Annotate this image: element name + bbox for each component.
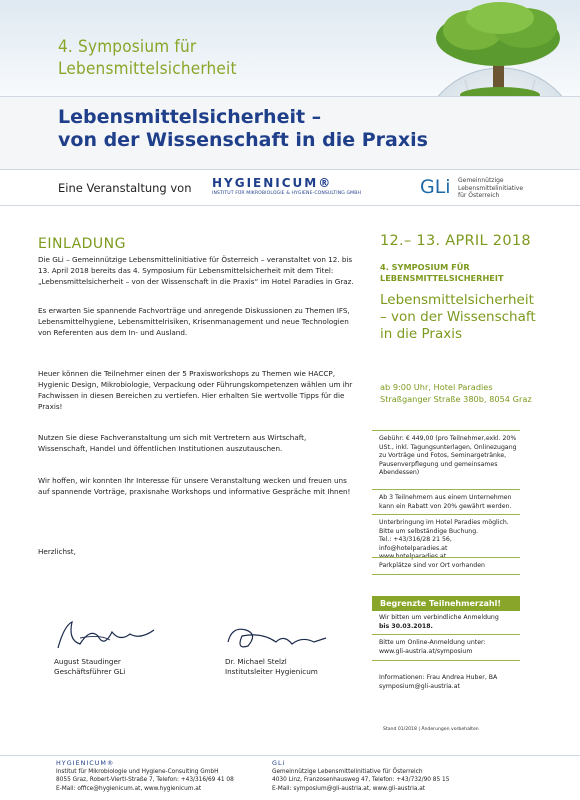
document-status: Stand 01/2018 | Änderungen vorbehalten	[383, 727, 479, 732]
footer-hygienicum-name: HYGIENICUM®	[56, 759, 115, 767]
main-title-line1: Lebensmittelsicherheit –	[58, 106, 322, 128]
signature-stelzl	[222, 620, 332, 654]
gli-logo-mark: GLi	[420, 176, 451, 198]
parking-info: Parkplätze sind vor Ort vorhanden	[379, 562, 485, 569]
greeting: Herzlichst,	[38, 547, 76, 556]
registration-line: Wir bitten um verbindliche Anmeldung	[379, 614, 499, 621]
fee-line: USt., inkl. Tagungsunterlagen, Onlinezugang	[379, 443, 517, 451]
letter-heading: EINLADUNG	[38, 236, 126, 252]
hygienicum-logo-subtitle: INSTITUT FÜR MIKROBIOLOGIE & HYGIENE-CONSULTING GMBH	[212, 191, 362, 196]
main-title-line2: von der Wissenschaft in die Praxis	[58, 129, 428, 151]
fee-line: zu Vorträge und Fotos, Seminargetränke,	[379, 452, 507, 460]
signature-block-2	[225, 657, 318, 677]
letter-paragraph-5: Wir hoffen, wir konnten Ihr Interesse für unsere Veranstaltung wecken und freuen uns auf spannende Vorträge, praxisnahe Workshops und informative Gespräche mit Ihnen!	[38, 476, 351, 496]
symposium-title	[58, 36, 237, 80]
discount-info	[372, 492, 520, 513]
footer-divider	[0, 755, 580, 756]
online-registration-label: Bitte um Online-Anmeldung unter:	[379, 639, 486, 646]
registration-line: bis 30.03.2018.	[379, 622, 433, 630]
hotel-line: Bitte um selbständige Buchung.	[379, 527, 479, 535]
footer-hygienicum-line3: E-Mail: office@hygienicum.at, www.hygienicum.at	[56, 785, 202, 792]
divider	[372, 557, 520, 558]
discount-line: Ab 3 Teilnehmern aus einem Unternehmen	[379, 494, 512, 501]
signer-2-role: Institutsleiter Hygienicum	[225, 667, 318, 676]
gli-logo-text-3: für Österreich	[458, 192, 500, 199]
hotel-line: Tel.: +43/316/28 21 56, info@hotelparadies.at	[379, 536, 452, 552]
letter-paragraph-3: Heuer können die Teilnehmer einen der 5 Praxisworkshops zu Themen wie HACCP, Hygienic Design, Mikrobiologie, Verpackung oder Führungskompetenzen wählen um ihr Fachwissen in diesen Bereichen zu vertiefen. Hier erhalten Sie wertvolle Tipps für die Praxis!	[38, 369, 353, 411]
letter-paragraph-4: Nutzen Sie diese Fachveranstaltung um sich mit Vertretern aus Wirtschaft, Wissenschaft, Handel und öffentlichen Institutionen auszutauschen.	[38, 433, 307, 453]
footer-hygienicum	[56, 759, 234, 793]
letter-paragraph-1: Die GLi – Gemeinnützige Lebensmittelinitiative für Österreich – veranstaltet von 12. bis 13. April 2018 bereits das 4. Symposium für Lebensmittelsicherheit mit dem Titel: „Lebensmittelsicherheit – von der Wissenschaft in die Praxis“ im Hotel Paradies in Graz.	[38, 255, 354, 286]
footer-gli	[272, 759, 449, 793]
organizer-label: Eine Veranstaltung von	[58, 181, 192, 195]
symposium-title-line1: 4. Symposium für	[58, 37, 197, 57]
event-location	[380, 381, 532, 405]
contact-email[interactable]: symposium@gli-austria.at	[379, 682, 460, 690]
symposium-title-line2: Lebensmittelsicherheit	[58, 59, 237, 79]
fee-line: Abendessen)	[379, 469, 420, 477]
fee-line: Gebühr: € 449,00 (pro Teilnehmer,exkl. 20%	[379, 435, 517, 442]
signer-1-role: Geschäftsführer GLi	[54, 667, 126, 676]
sidebar-title	[380, 292, 536, 343]
footer-gli-line2: 4030 Linz, Franzosenhausweg 47, Telefon: +43/732/90 85 15	[272, 777, 450, 784]
event-location-line2: Straßganger Straße 380b, 8054 Graz	[380, 394, 532, 404]
signer-1-name: August Staudinger	[54, 657, 121, 666]
gli-logo-text-2: Lebensmittelinitiative	[458, 184, 524, 192]
event-location-line1: ab 9:00 Uhr, Hotel Paradies	[380, 382, 493, 392]
gli-logo-text	[458, 177, 548, 200]
discount-line: kann ein Rabatt von 20% gewährt werden.	[379, 502, 512, 510]
divider	[372, 430, 520, 431]
footer-gli-line3: E-Mail: symposium@gli-austria.at, www.gli-austria.at	[272, 785, 426, 792]
divider	[0, 205, 580, 206]
signature-staudinger	[50, 618, 160, 654]
divider	[372, 634, 520, 635]
fee-info	[372, 433, 520, 480]
divider	[372, 660, 520, 661]
online-registration	[372, 637, 520, 658]
footer-gli-name: GLi	[272, 759, 286, 767]
footer-hygienicum-line2: 8055 Graz, Robert-Viertl-Straße 7, Telefon: +43/316/69 41 08	[56, 777, 234, 784]
hygienicum-logo	[212, 176, 361, 196]
divider	[372, 489, 520, 490]
online-registration-link[interactable]: www.gli-austria.at/symposium	[379, 647, 473, 655]
footer-gli-line1: Gemeinnützige Lebensmittelinitiative für Österreich	[272, 768, 423, 775]
letter-paragraph-2: Es erwarten Sie spannende Fachvorträge und anregende Diskussionen zu Themen IFS, Lebensmittelhygiene, Lebensmittelrisiken, Krisenmanagement und neue Technologien von Referenten aus dem In- und Ausland.	[38, 306, 350, 337]
footer-hygienicum-line1: Institut für Mikrobiologie und Hygiene-Consulting GmbH	[56, 768, 219, 775]
sidebar-title-line3: in die Praxis	[380, 326, 463, 342]
signer-2-name: Dr. Michael Stelzl	[225, 657, 287, 666]
contact-info	[372, 672, 520, 693]
gli-logo-text-1: Gemeinnützige	[458, 177, 504, 184]
sidebar-symposium	[380, 262, 504, 283]
event-date: 12.– 13. APRIL 2018	[380, 233, 531, 249]
sidebar-symposium-line2: LEBENSMITTELSICHERHEIT	[380, 272, 504, 283]
signature-block-1	[54, 657, 125, 677]
hotel-line: Unterbringung im Hotel Paradies möglich.	[379, 519, 509, 526]
registration-deadline	[372, 612, 520, 633]
divider	[372, 574, 520, 575]
sidebar-title-line1: Lebensmittelsicherheit	[380, 292, 534, 308]
hygienicum-logo-name: HYGIENICUM®	[212, 176, 333, 190]
divider	[372, 514, 520, 515]
contact-line: Informationen: Frau Andrea Huber, BA	[379, 674, 498, 681]
limited-participants-banner: Begrenzte Teilnehmerzahl!	[372, 596, 520, 611]
fee-line: Pausenverpflegung und gemeinsames	[379, 460, 498, 468]
main-title	[58, 106, 428, 152]
sidebar-symposium-line1: 4. SYMPOSIUM FÜR	[380, 262, 470, 272]
sidebar-title-line2: – von der Wissenschaft	[380, 309, 536, 325]
